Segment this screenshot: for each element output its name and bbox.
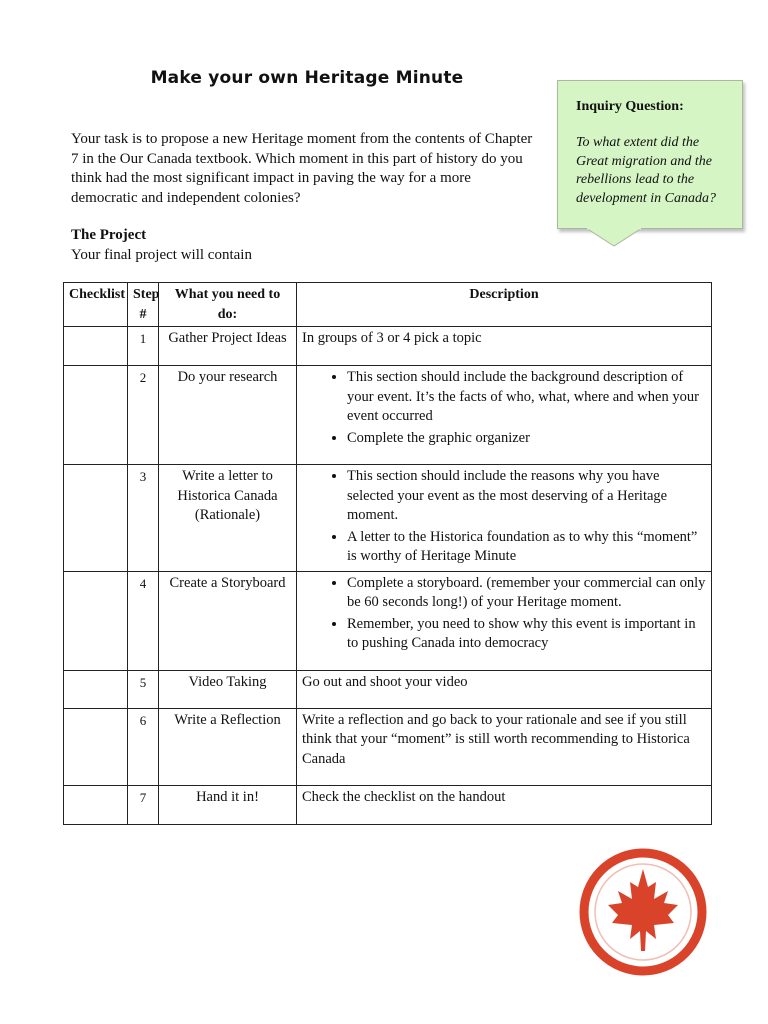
description-bullet: • Complete a storyboard. (remember your commercial can only be 60 seconds long!) of your Heritage moment. bbox=[347, 574, 706, 613]
maple-leaf-logo-icon bbox=[578, 847, 708, 977]
step-description: Check the checklist on the handout bbox=[297, 785, 712, 824]
intro-paragraph: Your task is to propose a new Heritage moment from the contents of Chapter 7 in the Our Canada textbook. Which moment in this part of history do you think had the most significant impact in paving the way for a more democratic and independent colonies? bbox=[71, 131, 533, 206]
page-title: Make your own Heritage Minute bbox=[150, 68, 464, 88]
checklist-cell[interactable] bbox=[64, 708, 128, 785]
checklist-cell[interactable] bbox=[64, 465, 128, 572]
step-task: Hand it in! bbox=[159, 785, 297, 824]
project-heading: The Project bbox=[71, 227, 147, 243]
step-description bbox=[297, 366, 712, 465]
description-bullet: • Remember, you need to show why this event is important in to pushing Canada into democracy bbox=[347, 615, 706, 654]
step-number: 3 bbox=[128, 465, 159, 572]
step-task: Write a Reflection bbox=[159, 708, 297, 785]
table-row bbox=[64, 465, 712, 572]
step-description bbox=[297, 571, 712, 670]
step-description bbox=[297, 465, 712, 572]
project-subheading: Your final project will contain bbox=[71, 247, 252, 263]
header-what: What you need to do: bbox=[159, 283, 297, 327]
table-row bbox=[64, 366, 712, 465]
step-number: 7 bbox=[128, 785, 159, 824]
step-task: Create a Storyboard bbox=[159, 571, 297, 670]
project-table bbox=[63, 282, 712, 825]
step-number: 4 bbox=[128, 571, 159, 670]
checklist-cell[interactable] bbox=[64, 785, 128, 824]
description-bullet: • This section should include the background description of your event. It’s the facts of who, what, where and when your event occurred bbox=[347, 368, 706, 427]
header-checklist: Checklist bbox=[64, 283, 128, 327]
step-number: 2 bbox=[128, 366, 159, 465]
step-task: Gather Project Ideas bbox=[159, 327, 297, 366]
description-bullet: • Complete the graphic organizer bbox=[347, 429, 706, 449]
checklist-cell[interactable] bbox=[64, 571, 128, 670]
table-header-row bbox=[64, 283, 712, 327]
step-description: In groups of 3 or 4 pick a topic bbox=[297, 327, 712, 366]
inquiry-label: Inquiry Question: bbox=[576, 99, 684, 114]
table-row bbox=[64, 670, 712, 708]
table-row bbox=[64, 571, 712, 670]
step-task: Do your research bbox=[159, 366, 297, 465]
header-step: Step # bbox=[128, 283, 159, 327]
step-task: Video Taking bbox=[159, 670, 297, 708]
table-row bbox=[64, 708, 712, 785]
table-row bbox=[64, 785, 712, 824]
step-description: Write a reflection and go back to your rationale and see if you still think that your “moment” is still worth recommending to Historica Canada bbox=[297, 708, 712, 785]
step-task: Write a letter to Historica Canada (Rationale) bbox=[159, 465, 297, 572]
checklist-cell[interactable] bbox=[64, 327, 128, 366]
checklist-cell[interactable] bbox=[64, 670, 128, 708]
inquiry-text: To what extent did the Great migration and the rebellions lead to the development in Canada? bbox=[576, 135, 716, 206]
description-bullet: • A letter to the Historica foundation as to why this “moment” is worthy of Heritage Minute bbox=[347, 528, 706, 567]
step-number: 5 bbox=[128, 670, 159, 708]
callout-tail bbox=[586, 228, 642, 248]
header-description: Description bbox=[297, 283, 712, 327]
step-number: 1 bbox=[128, 327, 159, 366]
inquiry-callout bbox=[557, 80, 743, 229]
step-description: Go out and shoot your video bbox=[297, 670, 712, 708]
checklist-cell[interactable] bbox=[64, 366, 128, 465]
table-row bbox=[64, 327, 712, 366]
step-number: 6 bbox=[128, 708, 159, 785]
description-bullet: • This section should include the reasons why you have selected your event as the most deserving of a Heritage moment. bbox=[347, 467, 706, 526]
